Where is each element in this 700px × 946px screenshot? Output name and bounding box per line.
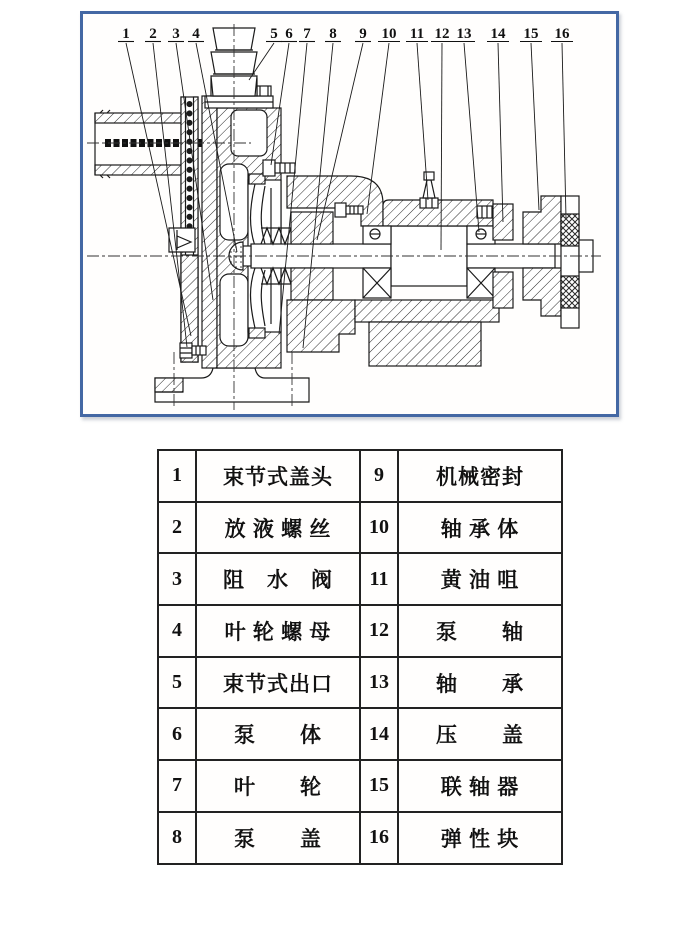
part-number-cell: 4: [158, 605, 196, 657]
part-name-cell: 叶 轮: [196, 760, 360, 812]
part-number-cell: 10: [360, 502, 398, 554]
part-number-cell: 2: [158, 502, 196, 554]
table-row: [158, 605, 562, 657]
parts-list-table: [157, 449, 563, 865]
table-row: [158, 502, 562, 554]
leader-line-16: [562, 43, 566, 218]
pump-casing: [202, 96, 281, 368]
part-name-cell: 轴 承: [398, 657, 562, 709]
table-row: [158, 708, 562, 760]
part-number-cell: 15: [360, 760, 398, 812]
part-name-cell: 泵 体: [196, 708, 360, 760]
part-number-cell: 11: [360, 553, 398, 605]
table-row: [158, 657, 562, 709]
callout-number-15: 15: [523, 26, 539, 42]
part-name-cell: 压 盖: [398, 708, 562, 760]
part-name-cell: 黄 油 咀: [398, 553, 562, 605]
table-row: [158, 760, 562, 812]
part-number-cell: 7: [158, 760, 196, 812]
callout-number-3: 3: [172, 26, 180, 42]
callout-number-8: 8: [329, 26, 337, 42]
part-number-cell: 8: [158, 812, 196, 864]
callout-number-9: 9: [359, 26, 367, 42]
pump-body-section: [87, 24, 601, 410]
callout-number-10: 10: [381, 26, 397, 42]
callout-number-1: 1: [122, 26, 130, 42]
callout-number-6: 6: [285, 26, 293, 42]
part-name-cell: 机械密封: [398, 450, 562, 502]
part-number-cell: 12: [360, 605, 398, 657]
callout-number-7: 7: [303, 26, 311, 42]
leader-line-15: [531, 43, 539, 210]
part-name-cell: 阻 水 阀: [196, 553, 360, 605]
pump-drawing: [83, 14, 616, 414]
callout-number-14: 14: [490, 26, 506, 42]
part-number-cell: 5: [158, 657, 196, 709]
part-number-cell: 1: [158, 450, 196, 502]
callout-number-11: 11: [409, 26, 425, 42]
callout-number-16: 16: [554, 26, 570, 42]
part-name-cell: 放 液 螺 丝: [196, 502, 360, 554]
table-row: [158, 812, 562, 864]
part-number-cell: 16: [360, 812, 398, 864]
part-name-cell: 叶 轮 螺 母: [196, 605, 360, 657]
callout-number-2: 2: [149, 26, 157, 42]
part-name-cell: 束节式出口: [196, 657, 360, 709]
callout-number-13: 13: [456, 26, 472, 42]
part-number-cell: 3: [158, 553, 196, 605]
grease-nipple: [420, 172, 438, 208]
part-name-cell: 泵 轴: [398, 605, 562, 657]
callout-number-5: 5: [270, 26, 278, 42]
callout-number-4: 4: [192, 26, 200, 42]
leader-line-14: [498, 43, 503, 222]
water-stop-valve: [169, 228, 195, 252]
callout-number-12: 12: [434, 26, 450, 42]
part-name-cell: 弹 性 块: [398, 812, 562, 864]
part-number-cell: 6: [158, 708, 196, 760]
part-name-cell: 束节式盖头: [196, 450, 360, 502]
part-name-cell: 泵 盖: [196, 812, 360, 864]
table-row: [158, 450, 562, 502]
part-name-cell: 轴 承 体: [398, 502, 562, 554]
part-number-cell: 13: [360, 657, 398, 709]
part-number-cell: 14: [360, 708, 398, 760]
table-row: [158, 553, 562, 605]
part-name-cell: 联 轴 器: [398, 760, 562, 812]
pump-cross-section-diagram: [80, 11, 619, 417]
part-number-cell: 9: [360, 450, 398, 502]
leader-line-11: [417, 43, 428, 200]
